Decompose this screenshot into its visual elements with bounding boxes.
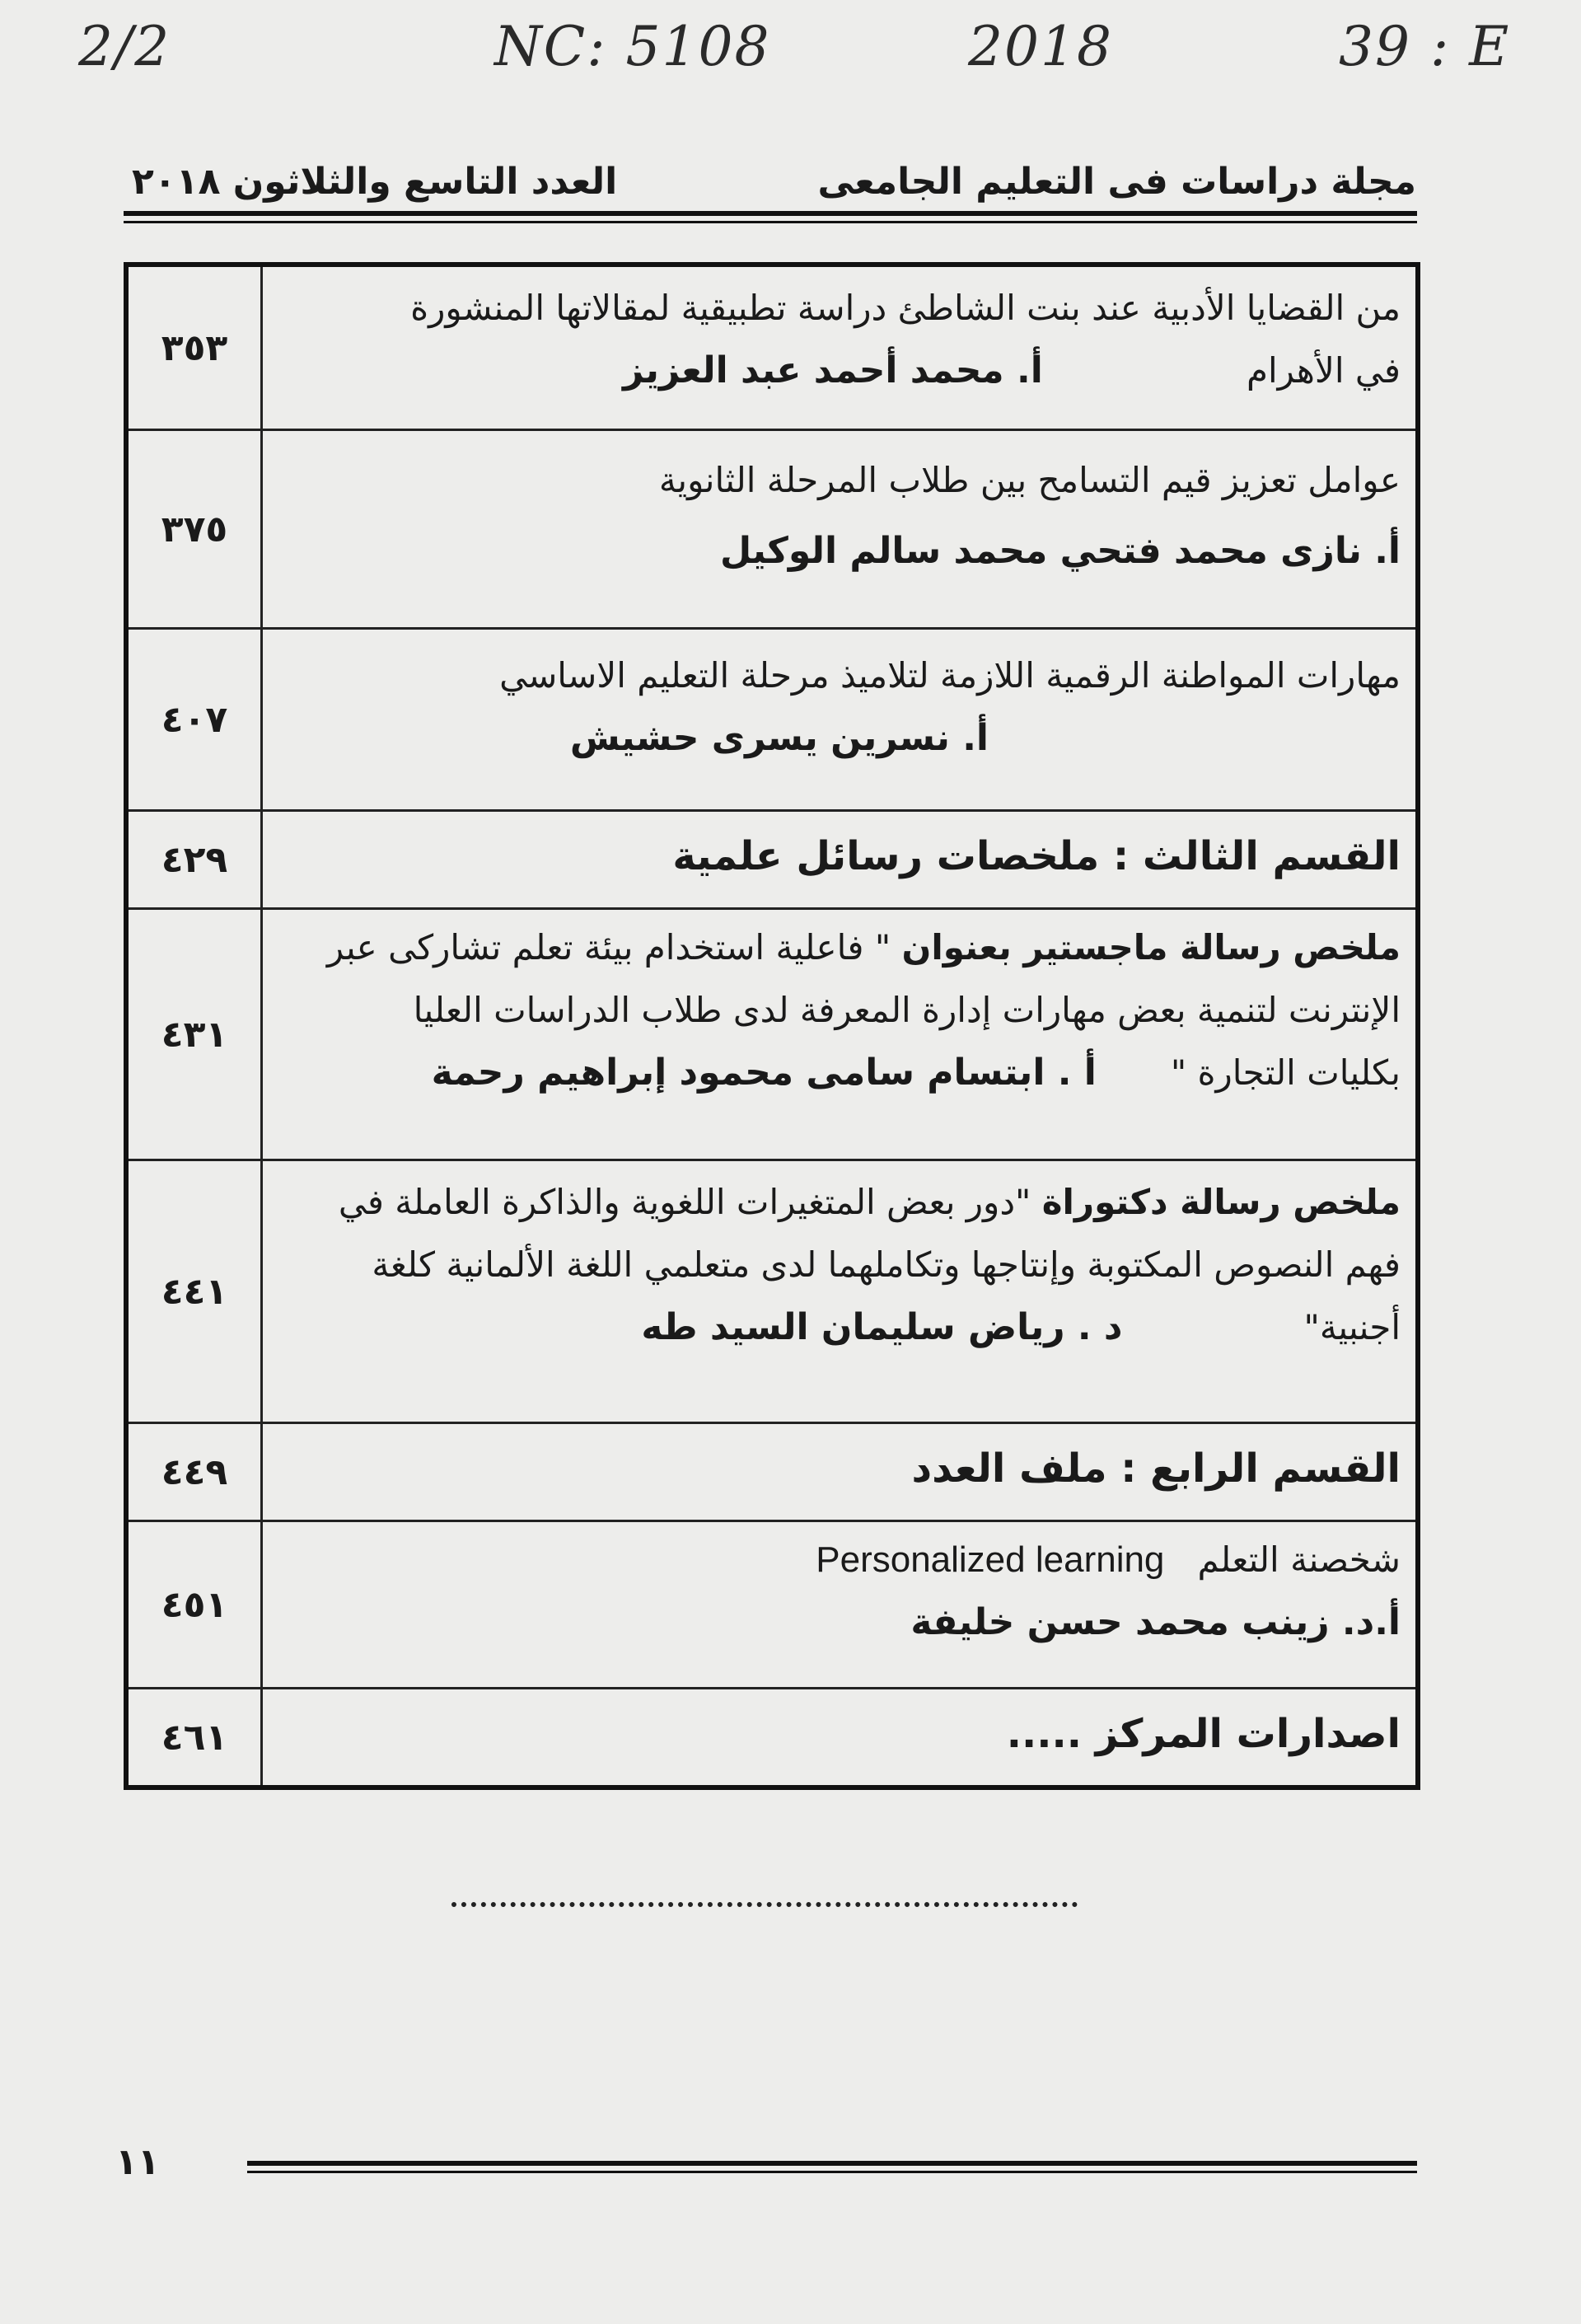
toc-row xyxy=(129,1424,1415,1522)
table-of-contents xyxy=(124,262,1420,1790)
entry-title: مهارات المواطنة الرقمية اللازمة لتلاميذ مرحلة التعليم الاساسي xyxy=(499,655,1401,696)
entry-title: من القضايا الأدبية عند بنت الشاطئ دراسة تطبيقية لمقالاتها المنشورة xyxy=(410,288,1401,328)
toc-entry xyxy=(277,916,1401,1104)
toc-row xyxy=(129,812,1415,910)
entry-title: عوامل تعزيز قيم التسامح بين طلاب المرحلة الثانوية xyxy=(658,460,1401,500)
toc-entry xyxy=(277,1703,1401,1765)
handwritten-note-left: 2/2 xyxy=(78,15,171,78)
entry-title: "دور بعض المتغيرات اللغوية والذاكرة العاملة في xyxy=(338,1182,1031,1222)
entry-author: أ.د. زينب محمد حسن خليفة xyxy=(910,1601,1401,1643)
header-rule-thick xyxy=(124,211,1417,216)
entry-author: أ. نازى محمد فتحي محمد سالم الوكيل xyxy=(720,530,1401,572)
entry-title-latin: Personalized learning xyxy=(816,1539,1165,1580)
toc-row xyxy=(129,1161,1415,1424)
toc-entry xyxy=(277,449,1401,583)
entry-author: د . رياض سليمان السيد طه xyxy=(641,1306,1123,1348)
entry-title-continued: فهم النصوص المكتوبة وإنتاجها وتكاملهما لدى متعلمي اللغة الألمانية كلغة xyxy=(372,1244,1401,1285)
page-number-cell: ٣٥٣ xyxy=(129,267,263,429)
entry-type: ملخص رسالة دكتوراة xyxy=(1041,1182,1401,1222)
toc-entry xyxy=(277,825,1401,888)
section-heading: القسم الرابع : ملف العدد xyxy=(911,1445,1401,1492)
entry-author: أ. محمد أحمد عبد العزيز xyxy=(623,349,1043,391)
entry-title-end: أجنبية" xyxy=(1303,1307,1401,1347)
footer-rule-thin xyxy=(247,2171,1417,2173)
page-number-cell: ٤٢٩ xyxy=(129,812,263,907)
header-rule-thin xyxy=(124,221,1417,223)
toc-row xyxy=(129,431,1415,630)
entry-title-end: بكليات التجارة " xyxy=(1170,1052,1401,1093)
page-number-cell: ٤٦١ xyxy=(129,1689,263,1785)
footer-rule-thick xyxy=(247,2161,1417,2166)
page-number-cell: ٤٤١ xyxy=(129,1161,263,1422)
toc-entry xyxy=(277,1171,1401,1359)
toc-row xyxy=(129,1689,1415,1785)
section-heading: اصدارات المركز ..... xyxy=(1006,1711,1401,1757)
handwritten-note-right: 39 : E xyxy=(1339,15,1511,78)
page-number-cell: ٣٧٥ xyxy=(129,431,263,627)
toc-entry xyxy=(277,644,1401,770)
toc-entry xyxy=(277,1437,1401,1500)
entry-title: " فاعلية استخدام بيئة تعلم تشاركى عبر xyxy=(326,927,891,968)
toc-row xyxy=(129,910,1415,1161)
toc-entry xyxy=(277,1529,1401,1654)
page-number: ١١ xyxy=(115,2141,160,2183)
dotted-separator xyxy=(451,1902,1078,1907)
page-number-cell: ٤٤٩ xyxy=(129,1424,263,1520)
issue-label: العدد التاسع والثلاثون ٢٠١٨ xyxy=(132,161,618,203)
entry-title-continued: في الأهرام xyxy=(1246,350,1401,391)
entry-title: شخصنة التعلم xyxy=(1197,1539,1401,1580)
entry-author: أ. نسرين يسرى حشيش xyxy=(569,717,989,759)
toc-row xyxy=(129,630,1415,812)
entry-type: ملخص رسالة ماجستير بعنوان xyxy=(901,927,1401,968)
handwritten-year: 2018 xyxy=(968,15,1113,78)
page-number-cell: ٤٣١ xyxy=(129,910,263,1159)
page-number-cell: ٤٠٧ xyxy=(129,630,263,809)
entry-author: أ . ابتسام سامى محمود إبراهيم رحمة xyxy=(431,1052,1097,1094)
section-heading: القسم الثالث : ملخصات رسائل علمية xyxy=(672,833,1401,879)
entry-title-continued: الإنترنت لتنمية بعض مهارات إدارة المعرفة لدى طلاب الدراسات العليا xyxy=(413,990,1401,1030)
journal-title: مجلة دراسات فى التعليم الجامعى xyxy=(817,161,1416,203)
handwritten-catalog-number: NC: 5108 xyxy=(494,15,771,78)
toc-row xyxy=(129,1522,1415,1689)
toc-row xyxy=(129,267,1415,431)
toc-entry xyxy=(277,277,1401,402)
page-number-cell: ٤٥١ xyxy=(129,1522,263,1687)
